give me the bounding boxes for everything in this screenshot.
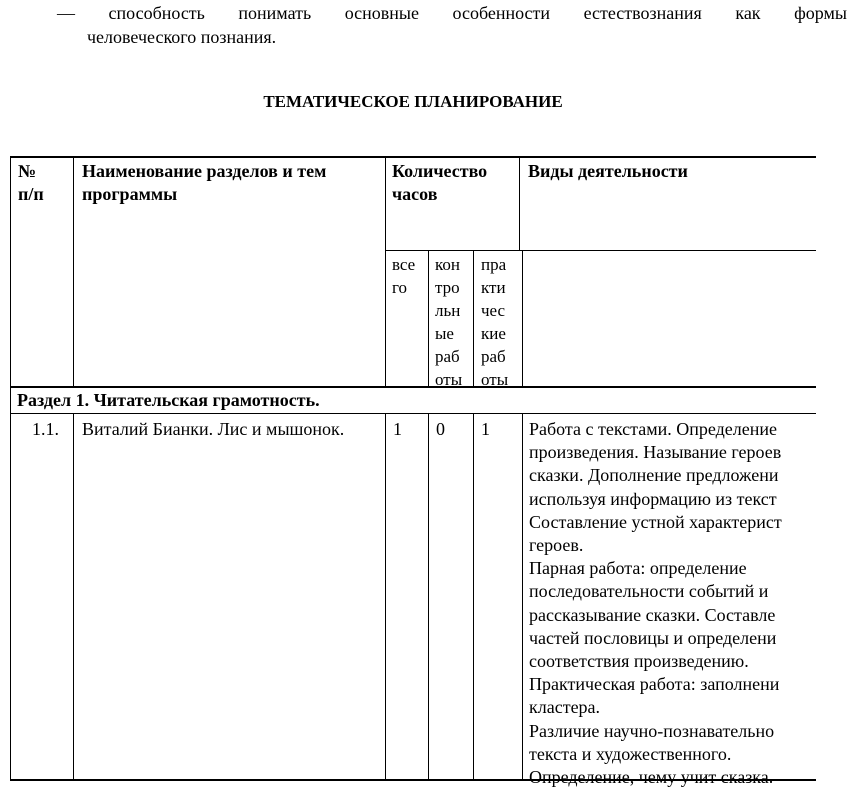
intro-line-2: человеческого познания.	[87, 27, 277, 47]
table-header-bottom	[10, 386, 816, 388]
intro-word: как	[735, 3, 761, 23]
activity-line: соответствия произведению.	[529, 651, 749, 672]
table-subheader-line	[385, 250, 816, 251]
activity-line: кластера.	[529, 697, 601, 718]
col-divider	[385, 413, 386, 781]
activity-line: частей пословицы и определени	[529, 627, 777, 648]
subheader-practical: пра кти чес кие раб оты	[481, 255, 509, 389]
header-activity: Виды деятельности	[528, 161, 688, 181]
header-hours-1: Количество	[392, 161, 488, 181]
intro-word: понимать	[238, 3, 312, 23]
intro-word: естествознания	[583, 3, 702, 23]
row-activity	[529, 418, 782, 789]
col-divider	[522, 250, 523, 387]
subheader-control: кон тро льн ые раб оты	[435, 255, 463, 389]
header-num-1: №	[18, 161, 37, 181]
intro-word: особенности	[452, 3, 551, 23]
activity-line: текста и художественного.	[529, 743, 732, 764]
table-border-left	[10, 156, 11, 781]
row-practical: 1	[481, 419, 490, 439]
activity-line: сказки. Дополнение предложени	[529, 465, 779, 486]
header-name-1: Наименование разделов и тем	[82, 161, 327, 181]
row-num: 1.1.	[32, 419, 59, 439]
row-name: Виталий Бианки. Лис и мышонок.	[82, 419, 345, 439]
col-divider	[428, 413, 429, 781]
intro-word: формы	[794, 3, 847, 23]
activity-line: рассказывание сказки. Составле	[529, 604, 776, 625]
table-section-bottom	[10, 413, 816, 414]
col-divider	[522, 413, 523, 781]
activity-line: произведения. Называние героев	[529, 442, 782, 463]
activity-line: Парная работа: определение	[529, 558, 747, 579]
page-title: ТЕМАТИЧЕСКОЕ ПЛАНИРОВАНИЕ	[263, 92, 563, 111]
activity-line: Работа с текстами. Определение	[529, 419, 777, 439]
col-divider	[385, 156, 386, 387]
activity-line: Составление устной характерист	[529, 511, 782, 532]
activity-line: Различие научно-познавательно	[529, 720, 775, 741]
col-divider	[73, 156, 74, 387]
col-divider	[428, 250, 429, 387]
row-control: 0	[436, 419, 445, 439]
activity-line: героев.	[529, 535, 584, 556]
table-border-top	[10, 156, 816, 158]
col-divider	[473, 413, 474, 781]
activity-line: Практическая работа: заполнени	[529, 674, 780, 695]
subheader-total: все го	[392, 255, 416, 297]
intro-word: способность	[108, 3, 205, 23]
header-hours-2: часов	[392, 184, 438, 204]
col-divider	[73, 413, 74, 781]
activity-line: используя информацию из текст	[529, 488, 777, 509]
header-num-2: п/п	[18, 184, 44, 204]
header-name-2: программы	[82, 184, 178, 204]
activity-line: Определение, чему учит сказка.	[529, 767, 774, 788]
col-divider	[519, 156, 520, 251]
intro-dash: —	[57, 3, 75, 23]
section-title: Раздел 1. Читательская грамотность.	[17, 390, 320, 410]
activity-line: последовательности событий и	[529, 581, 769, 602]
col-divider	[473, 250, 474, 387]
intro-word: основные	[344, 3, 419, 23]
row-total: 1	[393, 419, 402, 439]
